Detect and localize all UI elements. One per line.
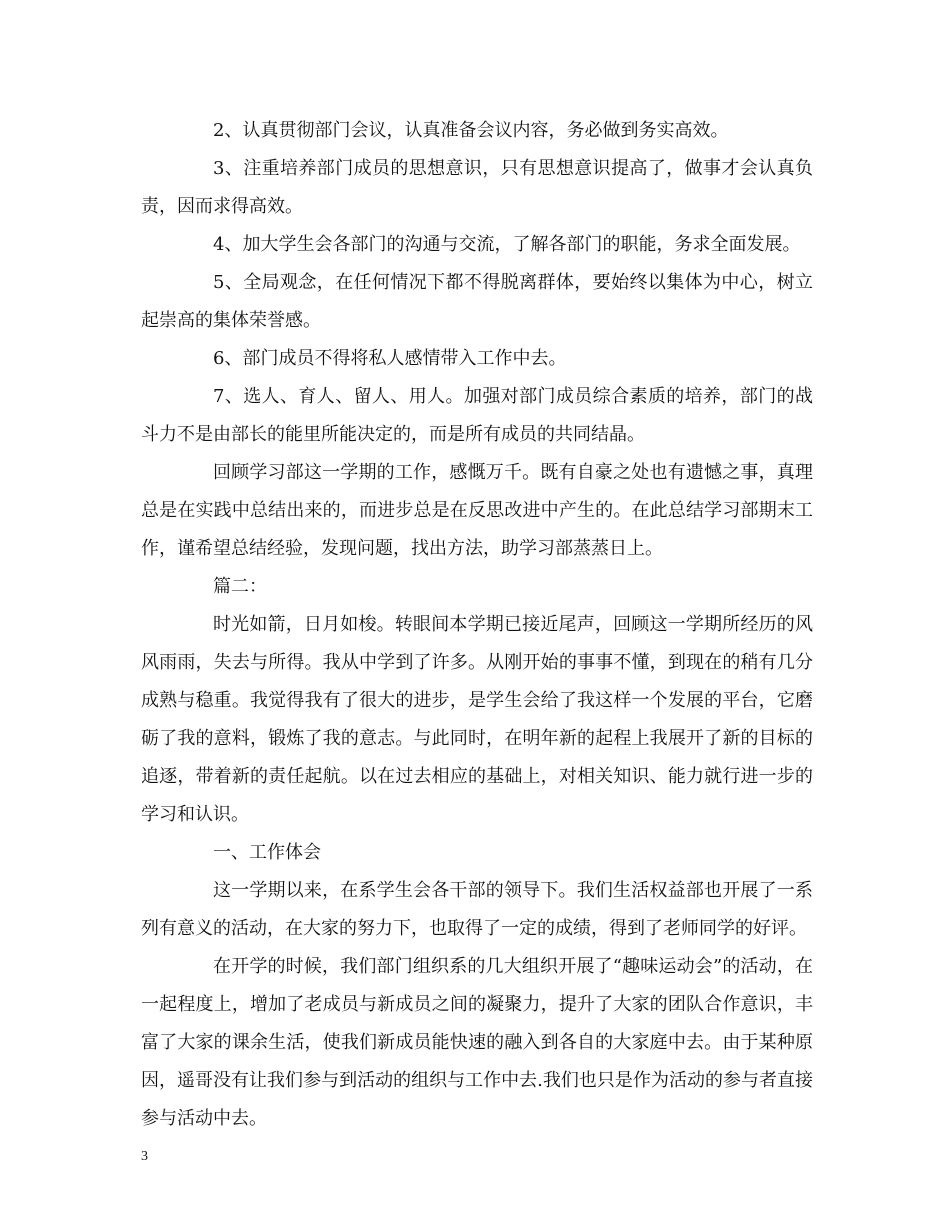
- paragraph-sports-event: 在开学的时候，我们部门组织系的几大组织开展了“趣味运动会”的活动，在一起程度上，增加了老成员与新成员之间的凝聚力，提升了大家的团队合作意识，丰富了大家的课余生活，使我们新成员能快速的融入到各自的大家庭中去。由于某种原因，遥哥没有让我们参与到活动的组织与工作中去.我们也只是作为活动的参与者直接参与活动中去。: [141, 956, 813, 1129]
- section-heading-work-experience: 一、工作体会: [213, 842, 321, 863]
- paragraph-item-5: 5、全局观念，在任何情况下都不得脱离群体，要始终以集体为中心，树立起崇高的集体荣誉感。: [141, 272, 813, 331]
- paragraph-review: 回顾学习部这一学期的工作，感慨万千。既有自豪之处也有遗憾之事，真理总是在实践中总结出来的，而进步总是在反思改进中产生的。在此总结学习部期末工作，谨希望总结经验，发现问题，找出方法，助学习部蒸蒸日上。: [141, 462, 813, 559]
- paragraph-item-4: 4、加大学生会各部门的沟通与交流，了解各部门的职能，务求全面发展。: [213, 234, 801, 255]
- document-body: [141, 112, 813, 1138]
- paragraph-item-6: 6、部门成员不得将私人感情带入工作中去。: [213, 348, 567, 369]
- paragraph-item-7: 7、选人、育人、留人、用人。加强对部门成员综合素质的培养，部门的战斗力不是由部长的能里所能决定的，而是所有成员的共同结晶。: [141, 386, 813, 445]
- paragraph-item-3: 3、注重培养部门成员的思想意识，只有思想意识提高了，做事才会认真负责，因而求得高效。: [141, 158, 813, 217]
- paragraph-semester-summary: 这一学期以来，在系学生会各干部的领导下。我们生活权益部也开展了一系列有意义的活动，在大家的努力下，也取得了一定的成绩，得到了老师同学的好评。: [141, 880, 813, 939]
- paragraph-intro: 时光如箭，日月如梭。转眼间本学期已接近尾声，回顾这一学期所经历的风风雨雨，失去与所得。我从中学到了许多。从刚开始的事事不懂，到现在的稍有几分成熟与稳重。我觉得我有了很大的进步，是学生会给了我这样一个发展的平台，它磨砺了我的意料，锻炼了我的意志。与此同时，在明年新的起程上我展开了新的目标的追逐，带着新的责任起航。以在过去相应的基础上，对相关知识、能力就行进一步的学习和认识。: [141, 614, 813, 825]
- section-heading-part-two: 篇二：: [213, 576, 267, 597]
- paragraph-item-2: 2、认真贯彻部门会议，认真准备会议内容，务必做到务实高效。: [213, 120, 729, 141]
- page-number: 3: [141, 1149, 148, 1164]
